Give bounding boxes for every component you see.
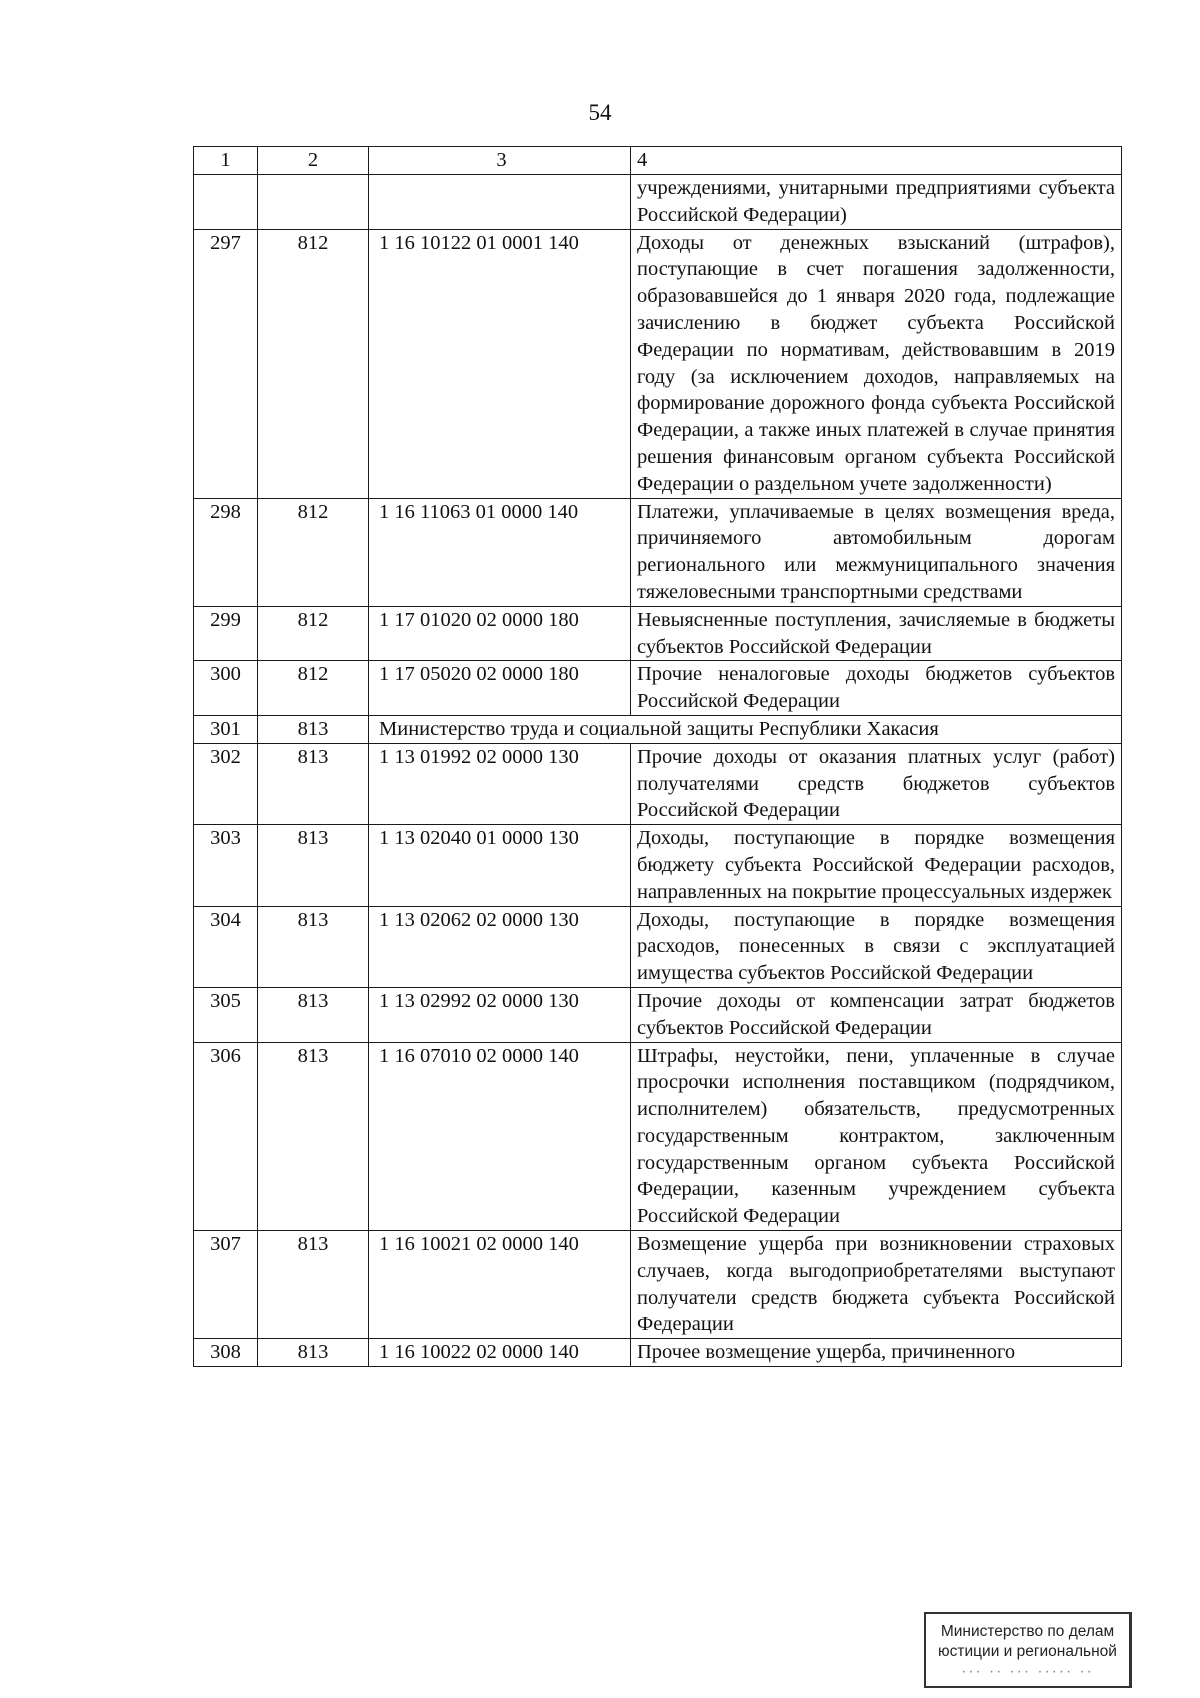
row-number-cell: 307 bbox=[194, 1231, 258, 1339]
admin-code-cell: 813 bbox=[258, 1042, 369, 1231]
row-number-cell: 308 bbox=[194, 1339, 258, 1367]
table-row-continuation bbox=[194, 175, 1122, 230]
admin-code-cell: 813 bbox=[258, 1231, 369, 1339]
table-row bbox=[194, 498, 1122, 606]
revenue-description-cell: Доходы, поступающие в порядке возмещения бюджету субъекта Российской Федерации расходов, направленных на покрытие процессуальных издержек bbox=[631, 825, 1122, 906]
table-row bbox=[194, 906, 1122, 987]
table-row bbox=[194, 661, 1122, 716]
row-number-cell: 305 bbox=[194, 987, 258, 1042]
revenue-code-cell: 1 13 01992 02 0000 130 bbox=[369, 743, 631, 824]
table-row bbox=[194, 743, 1122, 824]
row-number-cell: 299 bbox=[194, 606, 258, 661]
revenue-code-cell: 1 16 10122 01 0001 140 bbox=[369, 229, 631, 498]
revenue-code-cell: 1 16 11063 01 0000 140 bbox=[369, 498, 631, 606]
column-header-1: 1 bbox=[194, 147, 258, 175]
stamp-line-3: ··· ·· ··· ····· ·· bbox=[961, 1663, 1094, 1680]
revenue-description-cell: Прочие неналоговые доходы бюджетов субъектов Российской Федерации bbox=[631, 661, 1122, 716]
admin-code-cell: 813 bbox=[258, 743, 369, 824]
table-row bbox=[194, 1042, 1122, 1231]
revenue-description-cell: Прочие доходы от оказания платных услуг (работ) получателями средств бюджетов субъектов Российской Федерации bbox=[631, 743, 1122, 824]
row-number-cell: 297 bbox=[194, 229, 258, 498]
admin-code-cell: 813 bbox=[258, 906, 369, 987]
admin-code-cell: 813 bbox=[258, 715, 369, 743]
revenue-code-cell: 1 17 05020 02 0000 180 bbox=[369, 661, 631, 716]
admin-code-cell: 812 bbox=[258, 229, 369, 498]
stamp-line-2: юстиции и региональной bbox=[938, 1643, 1117, 1660]
table-row bbox=[194, 1339, 1122, 1367]
table-header-row bbox=[194, 147, 1122, 175]
revenue-description-cell: Прочее возмещение ущерба, причиненного bbox=[631, 1339, 1122, 1367]
row-number-cell: 302 bbox=[194, 743, 258, 824]
department-name-cell: Министерство труда и социальной защиты Республики Хакасия bbox=[369, 715, 1122, 743]
revenue-description-cell: Доходы от денежных взысканий (штрафов), поступающие в счет погашения задолженности, образовавшейся до 1 января 2020 года, подлежащие зачислению в бюджет субъекта Российской Федерации по нормативам, действовавшим в 2019 году (за исключением доходов, направляемых на формирование дорожного фонда субъекта Российской Федерации, а также иных платежей в случае принятия решения финансовым органом субъекта Российской Федерации о раздельном учете задолженности) bbox=[631, 229, 1122, 498]
row-number-cell: 301 bbox=[194, 715, 258, 743]
admin-code-cell: 812 bbox=[258, 606, 369, 661]
revenue-description-cell: Платежи, уплачиваемые в целях возмещения вреда, причиняемого автомобильным дорогам регионального или межмуниципального значения тяжеловесными транспортными средствами bbox=[631, 498, 1122, 606]
row-number-cell: 298 bbox=[194, 498, 258, 606]
admin-code-cell: 813 bbox=[258, 987, 369, 1042]
table-row bbox=[194, 987, 1122, 1042]
revenue-code-cell: 1 16 10022 02 0000 140 bbox=[369, 1339, 631, 1367]
admin-code-cell: 813 bbox=[258, 825, 369, 906]
admin-code-cell: 813 bbox=[258, 1339, 369, 1367]
table-row bbox=[194, 229, 1122, 498]
column-header-2: 2 bbox=[258, 147, 369, 175]
revenue-description-cell: Невыясненные поступления, зачисляемые в бюджеты субъектов Российской Федерации bbox=[631, 606, 1122, 661]
table-row bbox=[194, 606, 1122, 661]
table-row bbox=[194, 1231, 1122, 1339]
revenue-code-cell: 1 16 07010 02 0000 140 bbox=[369, 1042, 631, 1231]
revenue-description-cell: Прочие доходы от компенсации затрат бюджетов субъектов Российской Федерации bbox=[631, 987, 1122, 1042]
revenue-description-cell: Штрафы, неустойки, пени, уплаченные в случае просрочки исполнения поставщиком (подрядчиком, исполнителем) обязательств, предусмотренных государственным контрактом, заключенным государственным органом субъекта Российской Федерации, казенным учреждением субъекта Российской Федерации bbox=[631, 1042, 1122, 1231]
ministry-registration-stamp bbox=[924, 1612, 1132, 1688]
row-number-cell bbox=[194, 175, 258, 230]
revenue-code-cell: 1 13 02062 02 0000 130 bbox=[369, 906, 631, 987]
revenue-description-cell: Возмещение ущерба при возникновении страховых случаев, когда выгодоприобретателями выступают получатели средств бюджета субъекта Российской Федерации bbox=[631, 1231, 1122, 1339]
row-number-cell: 304 bbox=[194, 906, 258, 987]
admin-code-cell: 812 bbox=[258, 498, 369, 606]
row-number-cell: 303 bbox=[194, 825, 258, 906]
revenue-description-cell: Доходы, поступающие в порядке возмещения расходов, понесенных в связи с эксплуатацией имущества субъектов Российской Федерации bbox=[631, 906, 1122, 987]
stamp-line-1: Министерство по делам bbox=[940, 1623, 1115, 1640]
row-number-cell: 300 bbox=[194, 661, 258, 716]
column-header-4: 4 bbox=[631, 147, 1122, 175]
column-header-3: 3 bbox=[369, 147, 631, 175]
admin-code-cell bbox=[258, 175, 369, 230]
revenue-code-cell: 1 17 01020 02 0000 180 bbox=[369, 606, 631, 661]
revenue-code-cell: 1 13 02992 02 0000 130 bbox=[369, 987, 631, 1042]
revenue-code-cell: 1 13 02040 01 0000 130 bbox=[369, 825, 631, 906]
table-row bbox=[194, 825, 1122, 906]
revenue-classification-table bbox=[193, 146, 1122, 1367]
revenue-code-cell: 1 16 10021 02 0000 140 bbox=[369, 1231, 631, 1339]
revenue-code-cell bbox=[369, 175, 631, 230]
row-number-cell: 306 bbox=[194, 1042, 258, 1231]
revenue-description-cell: учреждениями, унитарными предприятиями субъекта Российской Федерации) bbox=[631, 175, 1122, 230]
admin-code-cell: 812 bbox=[258, 661, 369, 716]
department-row bbox=[194, 715, 1122, 743]
page-number: 54 bbox=[588, 100, 612, 125]
